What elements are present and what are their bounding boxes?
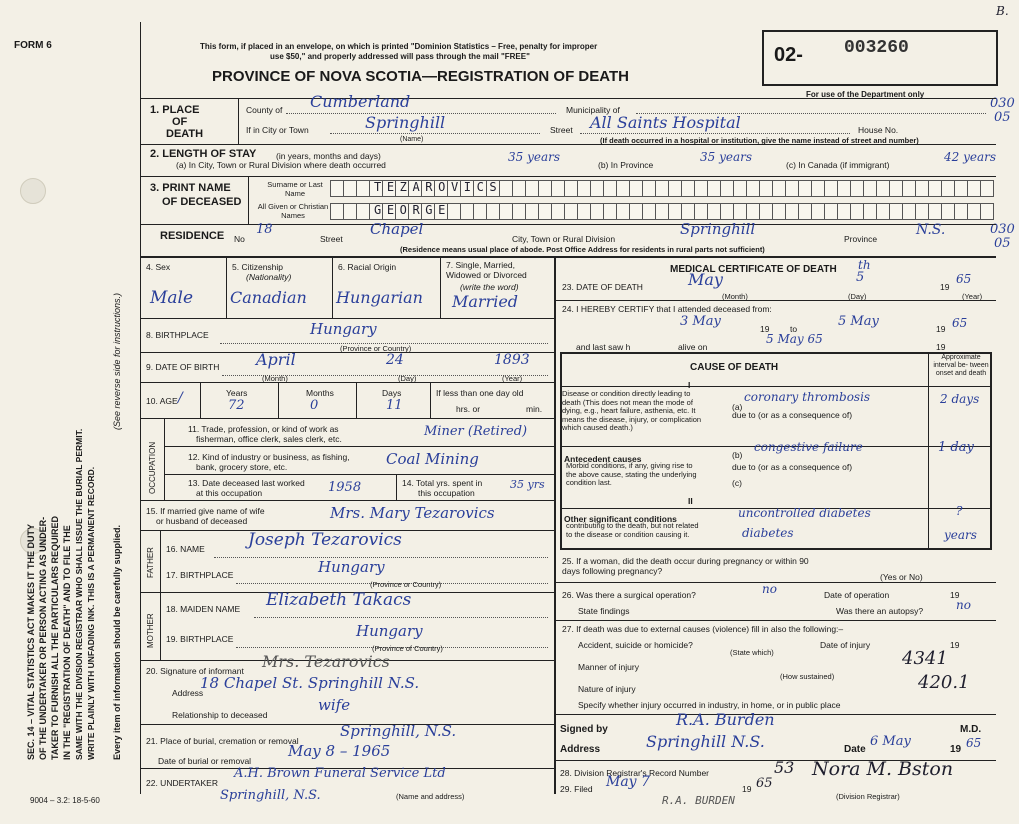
wife-label: 15. If married give name of wife (146, 506, 265, 516)
typed-name: R.A. BURDEN (662, 794, 735, 807)
rule (140, 98, 996, 99)
father-birthplace: Hungary (318, 558, 385, 576)
other-interval-2: years (944, 528, 977, 542)
street-value: All Saints Hospital (590, 113, 741, 132)
marital-label: 7. Single, Married, Widowed or Divorced (446, 260, 527, 280)
rule (226, 256, 227, 318)
industry-value: Coal Mining (386, 450, 479, 468)
last-worked-label: 13. Date deceased last worked (188, 478, 305, 488)
op-date-label: Date of operation (824, 590, 890, 600)
city-value: Springhill (365, 113, 446, 132)
interval-title: Approximate interval be- tween onset and death (933, 354, 989, 377)
medical-title-suffix: th (858, 258, 871, 272)
form-number: FORM 6 (14, 40, 52, 51)
filed-year: 65 (756, 776, 773, 791)
place-label: DEATH (166, 128, 204, 140)
age-days: 11 (386, 398, 403, 413)
birthplace-hint: (Province or Country) (340, 344, 412, 353)
cause-a-label: (a) (732, 402, 743, 412)
years-label: Years (226, 388, 248, 398)
stay-a-value: 35 years (508, 150, 561, 164)
mother-bp-hint: (Province of Country) (372, 644, 443, 653)
registrar-hint: (Division Registrar) (836, 792, 900, 801)
surname-label: Surname or Last Name (267, 180, 323, 198)
name-label: 3. PRINT NAME (150, 182, 231, 194)
municipality-label: Municipality of (566, 105, 620, 115)
line (254, 614, 548, 618)
margin-code: 030 (990, 96, 1015, 111)
relationship-label: Relationship to deceased (172, 710, 268, 720)
dod-year-hint: (Year) (962, 292, 983, 301)
undertaker-label: 22. UNDERTAKER (146, 778, 218, 788)
last-worked-value: 1958 (328, 480, 362, 495)
reg-number: 003260 (844, 38, 909, 58)
punch-hole (20, 178, 46, 204)
side-text: SAME WITH THE DIVISION REGISTRAR WHO SHALL ISSUE THE BURIAL PERMIT. (74, 428, 84, 760)
cause-b-label: (b) (732, 450, 743, 460)
occupation-side-label: OCCUPATION (148, 441, 157, 494)
burial-place: Springhill, N.S. (340, 722, 457, 740)
rule (140, 176, 996, 177)
to-19: 19 (936, 324, 946, 334)
trade-label2: fisherman, office clerk, sales clerk, etc. (196, 434, 342, 444)
stay-b-value: 35 years (700, 150, 753, 164)
age-label: 10. AGE (146, 396, 178, 406)
burial-date: May 8 – 1965 (288, 742, 391, 760)
manner-label: Manner of injury (578, 662, 639, 672)
registrar-signature: Nora M. Bston (812, 758, 954, 780)
autopsy-label: Was there an autopsy? (836, 606, 924, 616)
hrs-label: hrs. or (456, 404, 481, 414)
rule (164, 474, 554, 475)
other-hint: contributing to the death, but not related to the disease or condition causing it. (566, 521, 699, 539)
days-label: Days (382, 388, 402, 398)
rule (356, 382, 357, 418)
residence-label: RESIDENCE (160, 230, 225, 242)
residence-city: Springhill (680, 220, 756, 238)
race-label: 6. Racial Origin (338, 262, 397, 272)
op-19: 19 (950, 590, 960, 600)
father-name: Joseph Tezarovics (248, 530, 402, 550)
marital-hint: (write the word) (460, 282, 519, 292)
min-label: min. (526, 404, 543, 414)
street-label: Street (550, 125, 573, 135)
informant-sig-label: 20. Signature of informant (146, 666, 244, 676)
other-condition-1: uncontrolled diabetes (738, 506, 871, 520)
name-label: OF DECEASED (162, 196, 242, 208)
form-title: PROVINCE OF NOVA SCOTIA—REGISTRATION OF DEATH (212, 68, 629, 85)
rule (140, 352, 554, 353)
footer-code: 9004 – 3.2: 18-5-60 (30, 796, 100, 805)
industry-label: 12. Kind of industry or business, as fishing, (188, 452, 350, 462)
dod-month-hint: (Month) (722, 292, 748, 301)
due-to-label: due to (or as a consequence of) (732, 410, 853, 420)
wife-value: Mrs. Mary Tezarovics (330, 504, 495, 522)
rule (238, 98, 239, 144)
informant-address: 18 Chapel St. Springhill N.S. (200, 674, 420, 692)
attended-to: 5 May (838, 314, 879, 329)
rule (278, 382, 279, 418)
margin-code: 030 (990, 222, 1015, 237)
dob-label: 9. DATE OF BIRTH (146, 362, 220, 372)
county-value: Cumberland (310, 92, 411, 111)
place-label: OF (172, 116, 188, 128)
stay-a-label: (a) In City, Town or Rural Division where death occurred (176, 160, 386, 170)
rule (554, 620, 996, 621)
father-name-label: 16. NAME (166, 544, 205, 554)
burial-place-label: 21. Place of burial, cremation or removal (146, 736, 299, 746)
stay-c-value: 42 years (944, 150, 997, 164)
wife-label2: or husband of deceased (156, 516, 248, 526)
dod-day-hint: (Day) (848, 292, 867, 301)
citizenship-hint: (Nationality) (246, 272, 292, 282)
rule (160, 530, 161, 592)
rule (554, 714, 996, 715)
rule (560, 386, 992, 387)
other-condition-2: diabetes (742, 526, 794, 540)
disease-label: Disease or condition directly leading to death (This does not mean the mode of dying, e.g., heart failure, asthenia, etc. It means the disease, injury, or complication which caused death.) (562, 389, 702, 432)
yes-no-hint: (Yes or No) (880, 572, 923, 582)
informant-signature: Mrs. Tezarovics (262, 652, 390, 671)
last-saw-19: 19 (936, 342, 946, 352)
roman-2: II (688, 496, 693, 506)
cause-title: CAUSE OF DEATH (690, 362, 779, 373)
manner-code: 4341 (902, 648, 948, 669)
signed-value: R.A. Burden (676, 710, 775, 729)
filed-date: May 7 (606, 774, 650, 790)
rule (430, 382, 431, 418)
external-label: 27. If death was due to external causes (violence) fill in also the following:– (562, 624, 844, 634)
notice-line: This form, if placed in an envelope, on which is printed "Dominion Statistics – Free, penalty for improper (200, 42, 598, 51)
roman-1: I (688, 380, 691, 390)
relationship-value: wife (318, 696, 351, 714)
attended-from: 3 May (680, 314, 721, 329)
residence-street: Chapel (370, 220, 424, 238)
father-side-label: FATHER (146, 547, 155, 578)
rule (164, 446, 554, 447)
residence-hint: (Residence means usual place of abode. Post Office Address for residents in rural parts not sufficient) (400, 245, 765, 254)
mother-birthplace: Hungary (356, 622, 423, 640)
stay-c-label: (c) In Canada (if immigrant) (786, 160, 890, 170)
other-label: Other significant conditions (564, 514, 677, 524)
informant-addr-label: Address (172, 688, 204, 698)
md-label: M.D. (960, 724, 982, 735)
woman-label: 25. If a woman, did the death occur during pregnancy or within 90 days following pregnancy? (562, 556, 809, 576)
dob-day: 24 (386, 352, 404, 368)
stay-b-label: (b) In Province (598, 160, 654, 170)
years-spent-label2: this occupation (418, 488, 475, 498)
burial-date-label: Date of burial or removal (158, 756, 252, 766)
dod-month: May (688, 270, 723, 289)
certify-label: 24. I HEREBY CERTIFY that I attended deceased from: (562, 304, 772, 314)
registration-number-box (762, 30, 998, 86)
last-worked-label2: at this occupation (196, 488, 263, 498)
state-which-hint: (State which) (730, 648, 774, 657)
residence-no: 18 (256, 222, 273, 237)
cause-b-interval: 1 day (938, 440, 974, 455)
surgery-value: no (762, 582, 777, 596)
citizenship-label: 5. Citizenship (232, 262, 284, 272)
margin-code: 05 (994, 110, 1011, 125)
industry-label2: bank, grocery store, etc. (196, 462, 288, 472)
name-hint: (Name) (400, 136, 424, 143)
given-value: GEORGE (374, 203, 451, 217)
dept-use-note: For use of the Department only (806, 90, 925, 99)
other-interval-1: ? (956, 504, 963, 518)
side-text: (See reverse side for instructions.) (112, 292, 122, 430)
year-hint: (Year) (502, 374, 523, 383)
age-years: 72 (228, 398, 245, 413)
undertaker-hint: (Name and address) (396, 792, 465, 801)
rule (164, 418, 165, 500)
age-mark: / (178, 390, 183, 406)
doctor-address: Springhill N.S. (646, 732, 765, 751)
years-spent-value: 35 yrs (510, 478, 545, 491)
day-hint: (Day) (398, 374, 417, 383)
antecedent-hint: Morbid conditions, if any, giving rise to the above cause, stating the underlying condition last. (566, 461, 697, 487)
cause-a-value: coronary thrombosis (744, 390, 871, 404)
race-value: Hungarian (336, 288, 423, 307)
from-19: 19 (760, 324, 770, 334)
rule (554, 300, 996, 301)
cause-c-label: (c) (732, 478, 742, 488)
record-number: 53 (774, 758, 795, 777)
nature-code: 420.1 (918, 672, 970, 693)
how-sustained-hint: (How sustained) (780, 672, 835, 681)
surgery-label: 26. Was there a surgical operation? (562, 590, 696, 600)
dod-label: 23. DATE OF DEATH (562, 282, 643, 292)
sign-date: 6 May (870, 734, 911, 749)
father-bp-hint: (Province or Country) (370, 580, 442, 589)
trade-value: Miner (Retired) (424, 424, 528, 439)
county-label: County of (246, 105, 283, 115)
citizenship-value: Canadian (230, 288, 307, 307)
rule (332, 256, 333, 318)
record-number-label: 28. Division Registrar's Record Number (560, 768, 710, 778)
years-spent-label: 14. Total yrs. spent in (402, 478, 483, 488)
notice-line: use $50," and properly addressed will pass through the mail "FREE" (270, 52, 530, 61)
undertaker-name: A.H. Brown Funeral Service Ltd (234, 766, 446, 781)
place-label: 1. PLACE (150, 104, 200, 116)
stay-hint: (in years, months and days) (276, 151, 381, 161)
dod-day: 5 (856, 270, 865, 285)
to-label: to (790, 324, 798, 334)
rule (160, 592, 161, 660)
rule (200, 382, 201, 418)
dod-year: 65 (956, 272, 972, 286)
dod-year-prefix: 19 (940, 282, 950, 292)
house-label: House No. (858, 125, 899, 135)
antecedent-label: Antecedent causes (564, 454, 642, 464)
state-findings: State findings (578, 606, 630, 616)
nature-label: Nature of injury (578, 684, 636, 694)
filed-label: 29. Filed (560, 784, 593, 794)
sex-label: 4. Sex (146, 262, 171, 272)
accident-label: Accident, suicide or homicide? (578, 640, 693, 650)
side-text: OF THE UNDERTAKER OR PERSON ACTING AS UNDER- (38, 516, 48, 760)
rule (248, 176, 249, 224)
cause-b-value: congestive failure (754, 440, 863, 454)
doctor-address-label: Address (560, 744, 601, 755)
surname-value: TEZAROVICS (374, 180, 503, 194)
months-label: Months (306, 388, 334, 398)
sex-value: Male (150, 288, 194, 308)
margin-code: 05 (994, 236, 1011, 251)
city-label: If in City or Town (246, 125, 309, 135)
birthplace-label: 8. BIRTHPLACE (146, 330, 209, 340)
hospital-hint: (If death occurred in a hospital or institution, give the name instead of street and number) (600, 136, 919, 145)
residence-city-label: City, Town or Rural Division (512, 234, 616, 244)
residence-prov: N.S. (916, 222, 946, 238)
dob-year: 1893 (494, 352, 530, 368)
trade-label: 11. Trade, profession, or kind of work as (188, 424, 339, 434)
residence-no-label: No (234, 234, 245, 244)
mother-birthplace-label: 19. BIRTHPLACE (166, 634, 234, 644)
side-text: SEC. 14 – VITAL STATISTICS ACT MAKES IT THE DUTY (26, 523, 36, 760)
rule (396, 474, 397, 500)
marital-value: Married (452, 292, 519, 311)
side-text: WRITE PLAINLY WITH UNFADING INK. THIS IS A PERMANENT RECORD. (86, 466, 96, 760)
birthplace-value: Hungary (310, 320, 377, 338)
rule (928, 352, 929, 550)
signed-label: Signed by (560, 724, 608, 735)
mother-name-label: 18. MAIDEN NAME (166, 604, 241, 614)
rule (440, 256, 441, 318)
filed-19: 19 (742, 784, 752, 794)
frame-left (140, 22, 141, 794)
age-months: 0 (310, 398, 319, 413)
residence-prov-label: Province (844, 234, 878, 244)
last-saw-value: 5 May 65 (766, 332, 823, 346)
side-text: IN THE "REGISTRATION OF DEATH" AND TO FILE THE (62, 525, 72, 760)
undertaker-address: Springhill, N.S. (220, 788, 321, 803)
last-saw-label: and last saw h (576, 342, 631, 352)
mother-side-label: MOTHER (146, 613, 155, 648)
rule (140, 382, 554, 383)
sign-date-label: Date (844, 744, 866, 755)
reg-prefix: 02- (774, 44, 803, 66)
cause-a-interval: 2 days (940, 392, 980, 406)
given-label: All Given or Christian Names (257, 202, 329, 220)
side-text: TAKER TO FURNISH ALL THE PARTICULARS REQUIRED (50, 515, 60, 760)
alive-on-label: alive on (678, 342, 708, 352)
injury-date-label: Date of injury (820, 640, 871, 650)
sign-date-year: 65 (966, 736, 982, 750)
sign-date-19: 19 (950, 744, 962, 755)
side-text: Every item of information should be carefully supplied. (112, 524, 122, 760)
rule (140, 318, 554, 319)
mother-name: Elizabeth Takacs (266, 590, 412, 610)
rule (140, 500, 554, 501)
less-day-label: If less than one day old (436, 388, 524, 398)
stay-label: 2. LENGTH OF STAY (150, 148, 257, 160)
due-to-label: due to (or as a consequence of) (732, 462, 853, 472)
injury-19: 19 (950, 640, 960, 650)
to-year: 65 (952, 316, 968, 330)
rule (140, 418, 554, 419)
corner-mark: B. (996, 4, 1009, 18)
autopsy-value: no (956, 598, 971, 612)
month-hint: (Month) (262, 374, 288, 383)
dob-month: April (256, 350, 296, 369)
specify-label: Specify whether injury occurred in industry, in home, or in public place (578, 700, 841, 710)
residence-street-label: Street (320, 234, 343, 244)
father-birthplace-label: 17. BIRTHPLACE (166, 570, 234, 580)
medical-title: MEDICAL CERTIFICATE OF DEATH (670, 264, 837, 275)
